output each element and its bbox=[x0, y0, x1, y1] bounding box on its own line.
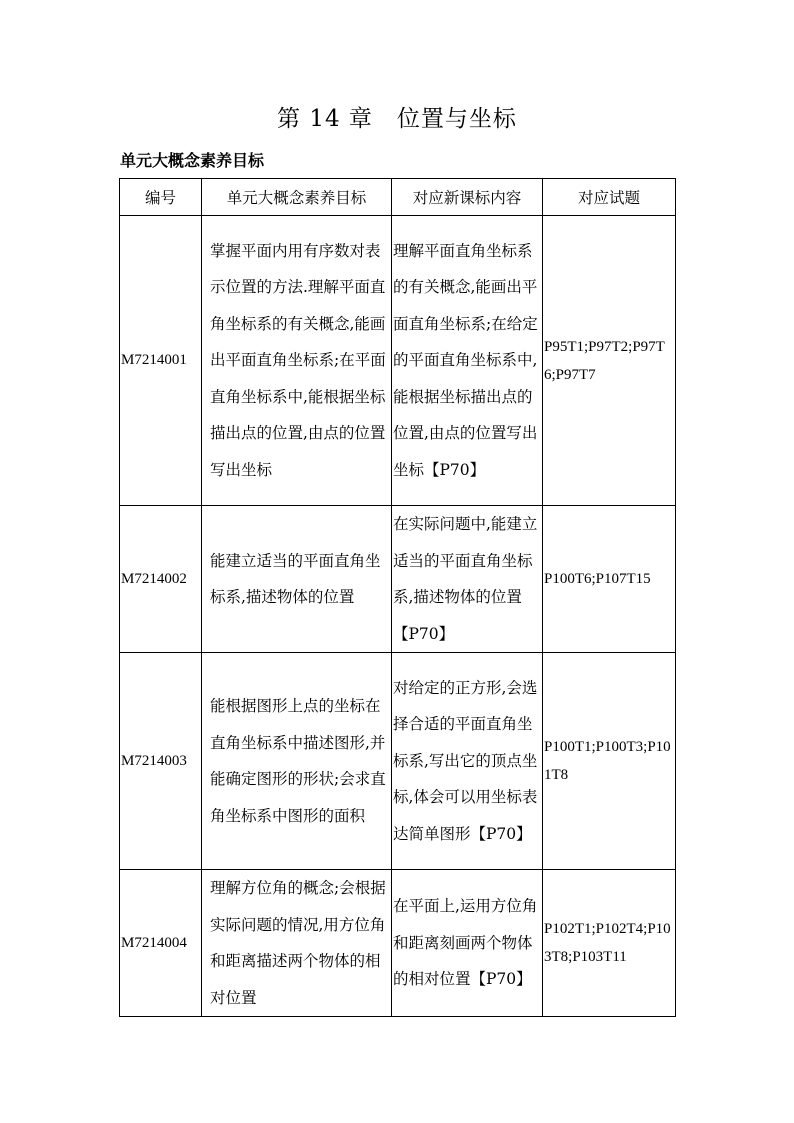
table-row bbox=[120, 870, 676, 1017]
cell-goal: 掌握平面内用有序数对表示位置的方法.理解平面直角坐标系的有关概念,能画出平面直角坐标系;在平面直角坐标系中,能根据坐标描出点的位置,由点的位置写出坐标 bbox=[202, 216, 392, 506]
cell-items: P95T1;P97T2;P97T6;P97T7 bbox=[543, 216, 676, 506]
cell-goal: 能建立适当的平面直角坐标系,描述物体的位置 bbox=[202, 506, 392, 653]
cell-items: P100T6;P107T15 bbox=[543, 506, 676, 653]
cell-code: M7214001 bbox=[120, 216, 202, 506]
page-title: 第 14 章 位置与坐标 bbox=[277, 106, 517, 132]
table-row bbox=[120, 653, 676, 870]
cell-goal: 能根据图形上点的坐标在直角坐标系中描述图形,并能确定图形的形状;会求直角坐标系中图形的面积 bbox=[202, 653, 392, 870]
goals-table bbox=[119, 178, 676, 1017]
cell-code: M7214004 bbox=[120, 870, 202, 1017]
table-header-row bbox=[120, 179, 676, 216]
column-header-items: 对应试题 bbox=[543, 179, 676, 216]
cell-standard: 对给定的正方形,会选择合适的平面直角坐标系,写出它的顶点坐标,体会可以用坐标表达简单图形【P70】 bbox=[392, 653, 543, 870]
cell-code: M7214003 bbox=[120, 653, 202, 870]
cell-goal: 理解方位角的概念;会根据实际问题的情况,用方位角和距离描述两个物体的相对位置 bbox=[202, 870, 392, 1017]
cell-items: P100T1;P100T3;P101T8 bbox=[543, 653, 676, 870]
cell-standard: 理解平面直角坐标系的有关概念,能画出平面直角坐标系;在给定的平面直角坐标系中,能根据坐标描出点的位置,由点的位置写出坐标【P70】 bbox=[392, 216, 543, 506]
column-header-code: 编号 bbox=[120, 179, 202, 216]
column-header-goal: 单元大概念素养目标 bbox=[202, 179, 392, 216]
cell-code: M7214002 bbox=[120, 506, 202, 653]
table-row bbox=[120, 506, 676, 653]
section-heading: 单元大概念素养目标 bbox=[120, 151, 265, 170]
table-row bbox=[120, 216, 676, 506]
cell-standard: 在平面上,运用方位角和距离刻画两个物体的相对位置【P70】 bbox=[392, 870, 543, 1017]
cell-items: P102T1;P102T4;P103T8;P103T11 bbox=[543, 870, 676, 1017]
cell-standard: 在实际问题中,能建立适当的平面直角坐标系,描述物体的位置【P70】 bbox=[392, 506, 543, 653]
column-header-standard: 对应新课标内容 bbox=[392, 179, 543, 216]
